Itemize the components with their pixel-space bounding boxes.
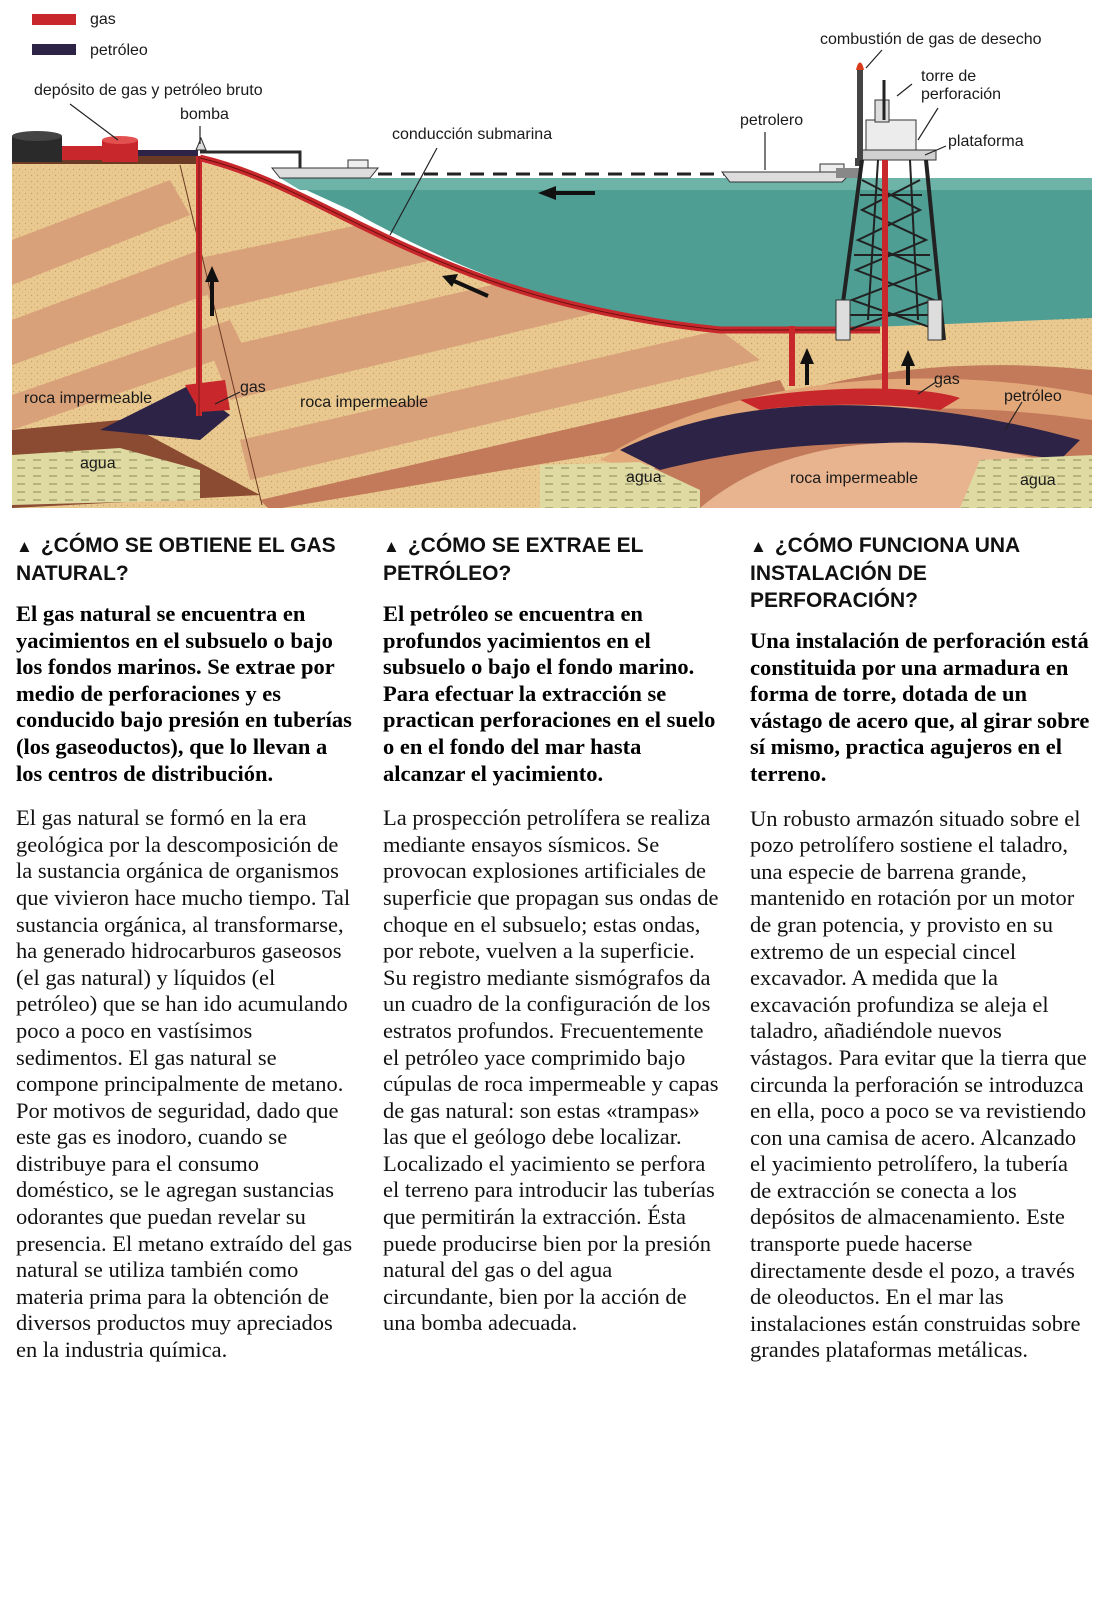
label-derrick: torre de perforación [921, 68, 1002, 103]
legend-oil-label: petróleo [90, 42, 148, 59]
intro-drilling: Una instalación de perforación está constituida por una armadura en forma de torre, dotada de un vástago de acero que, al girar sobre sí mismo, practica agujeros en el terreno. [750, 628, 1090, 786]
body-drilling: Un robusto armazón situado sobre el pozo petrolífero sostiene el taladro, una especie de barrena grande, mantenido en rotación por un motor de gran potencia, y provisto en su extremo de un especial cincel excavador. A medida que la excavación profundiza se aleja el taladro, añadiéndole nuevos vástagos. Para evitar que la tierra que circunda la perforación se introduzca en ella, poco a poco se va revistiendo con una camisa de acero. Alcanzado el yacimiento petrolífero, la tubería de extracción se conecta a los depósitos de almacenamiento. Este transporte puede hacerse directamente desde el pozo, a través de oleoductos. En el mar las instalaciones están construidas sobre grandes plataformas metálicas. [750, 805, 1087, 1363]
label-rock-mid: roca impermeable [300, 394, 429, 411]
tank-2 [62, 146, 102, 160]
label-oil-right: petróleo [1004, 388, 1062, 405]
triangle-bullet-icon: ▲ [16, 537, 33, 556]
body-oil: La prospección petrolífera se realiza mediante ensayos sísmicos. Se provocan explosiones artificiales de superficie que propagan sus ondas de choque en el subsuelo; estas ondas, por rebote, vuelven a la superficie. Su registro mediante sismógrafos da un cuadro de la configuración de los estratos profundos. Frecuentemente el petróleo yace comprimido bajo cúpulas de roca impermeable y capas de gas natural: son estas «trampas» las que el geólogo debe localizar. Localizado el yacimiento se perfora el terreno para introducir las tuberías que permitirán la extracción. Ésta puede producirse bien por la presión natural del gas o del agua circundante, bien por la acción de una bomba adecuada. [383, 805, 719, 1336]
body-gas: El gas natural se formó en la era geológica por la descomposición de la sustancia orgánica de organismos que vivieron hace mucho tiempo. Tal sustancia orgánica, al transformarse, ha generado hidrocarburos gaseosos (el gas natural) y líquidos (el petróleo) que se han ido acumulando poco a poco en vastísimos sedimentos. El gas natural se compone principalmente de metano. Por motivos de seguridad, dado que este gas es inodoro, cuando se distribuye para el consumo doméstico, se le agregan sustancias odorantes que puedan revelar su presencia. El metano extraído del gas natural se utiliza también como materia prima para la obtención de diversos productos muy apreciados en la industria química. [16, 805, 353, 1363]
triangle-bullet-icon: ▲ [383, 537, 400, 556]
flare-stack [857, 70, 863, 160]
oil-gas-diagram [0, 0, 1110, 510]
intro-oil: El petróleo se encuentra en profundos yacimientos en el subsuelo o bajo el fondo marino. Para efectuar la extracción se practican perforaciones en el suelo o en el fondo del mar hasta alcanzar el yacimiento. [383, 601, 716, 786]
heading-drilling: ▲ ¿CÓMO FUNCIONA UNA INSTALACIÓN DE PERFORACIÓN? [750, 534, 1020, 612]
label-pipeline: conducción submarina [392, 126, 553, 143]
label-rock-bottom: roca impermeable [790, 470, 919, 487]
drill-pipe [882, 160, 888, 400]
heading-oil: ▲ ¿CÓMO SE EXTRAE EL PETRÓLEO? [383, 534, 644, 585]
heading-gas: ▲ ¿CÓMO SE OBTIENE EL GAS NATURAL? [16, 534, 336, 585]
legend-oil-swatch [32, 44, 76, 55]
column-drilling [750, 532, 1090, 1364]
intro-gas: El gas natural se encuentra en yacimientos en el subsuelo o bajo los fondos marinos. Se extrae por medio de perforaciones y es conducido bajo presión en tuberías (los gaseoductos), que lo llevan a los centros de distribución. [16, 601, 352, 786]
label-rock-left: roca impermeable [24, 390, 153, 407]
label-gas-left: gas [240, 379, 266, 396]
legend-gas-label: gas [90, 11, 116, 28]
label-pump: bomba [180, 106, 229, 123]
label-water-left: agua [80, 455, 116, 472]
label-gas-right: gas [934, 371, 960, 388]
column-oil [383, 532, 723, 1337]
label-platform: plataforma [948, 133, 1024, 150]
tanker-right [722, 164, 852, 182]
label-deposit: depósito de gas y petróleo bruto [34, 82, 263, 99]
legend-gas-swatch [32, 14, 76, 25]
column-gas [16, 532, 356, 1364]
label-tanker: petrolero [740, 112, 804, 129]
label-flare: combustión de gas de desecho [820, 31, 1042, 48]
label-water-mid: agua [626, 469, 662, 486]
label-water-right: agua [1020, 472, 1056, 489]
sea-surface [280, 178, 1092, 190]
platform-deck [866, 120, 916, 154]
triangle-bullet-icon: ▲ [750, 537, 767, 556]
